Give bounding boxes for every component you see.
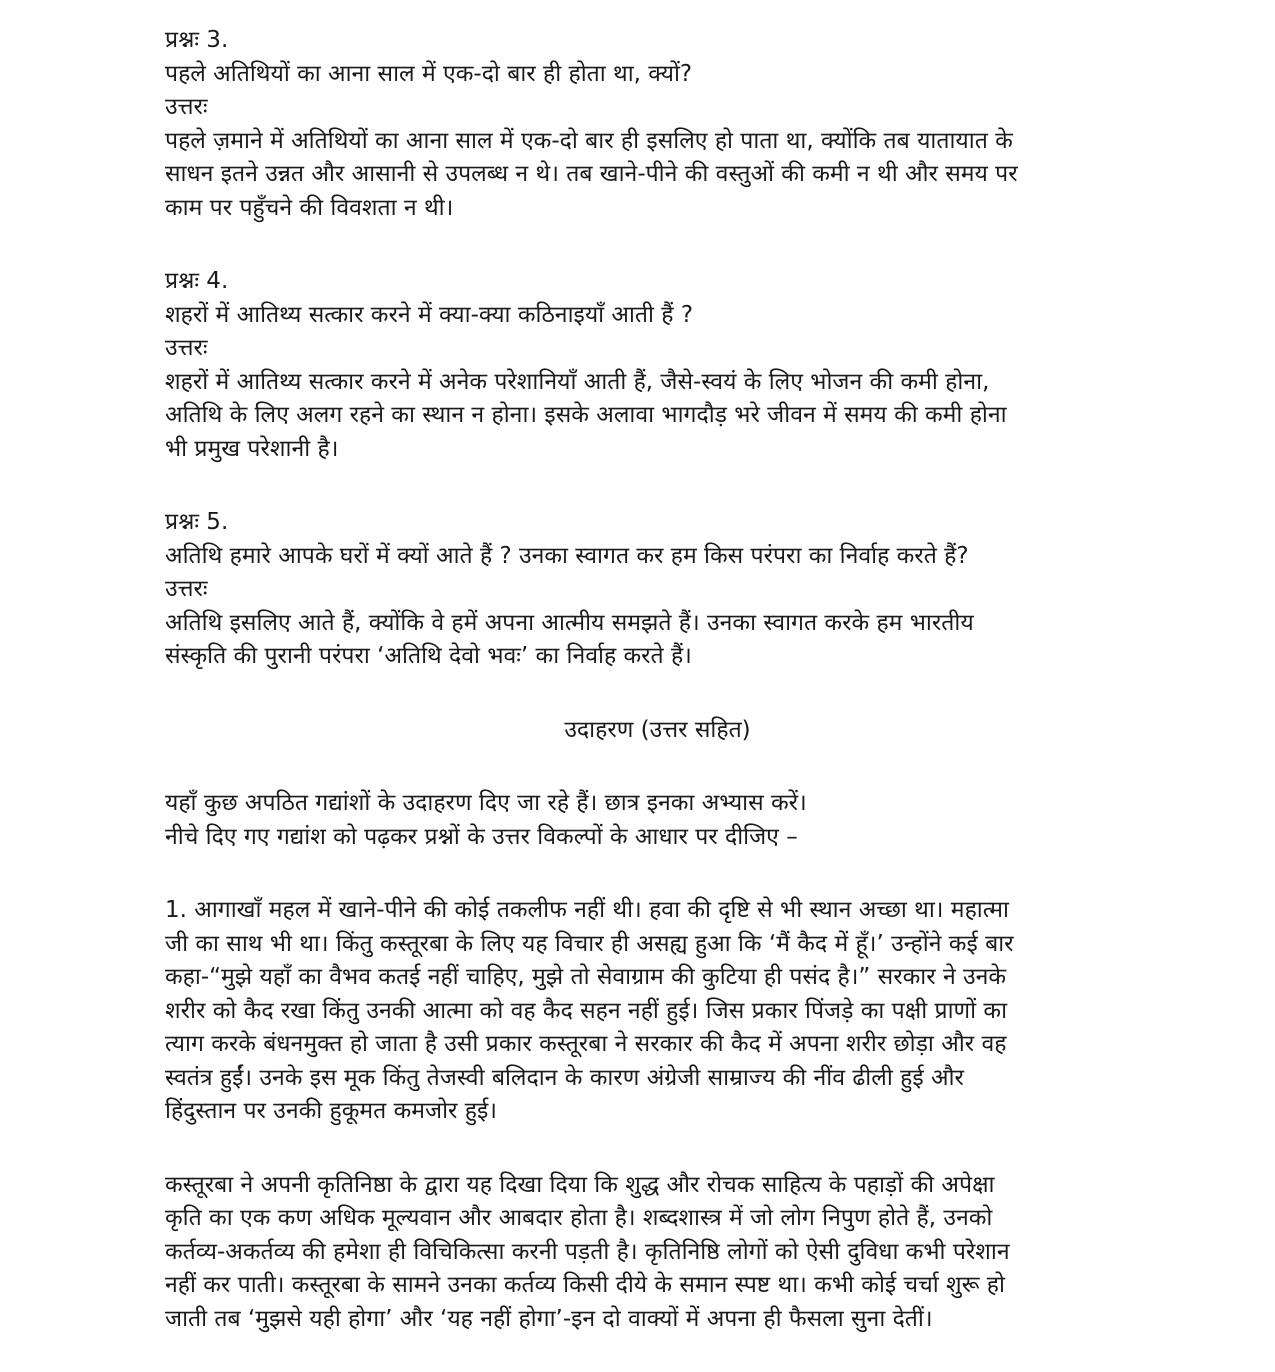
question-number: प्रश्नः 4. xyxy=(165,268,229,294)
answer-label: उत्तरः xyxy=(165,335,208,361)
passage-line: जाती तब ‘मुझसे यही होगा’ और ‘यह नहीं होगा’-इन दो वाक्यों में अपना ही फैसला सुना देतीं। xyxy=(165,1305,933,1332)
passage-line: हिंदुस्तान पर उनकी हुकूमत कमजोर हुई। xyxy=(165,1098,497,1124)
question-number: प्रश्नः 3. xyxy=(165,27,229,53)
passage-line: कृति का एक कण अधिक मूल्यवान और आबदार होता है। शब्दशास्त्र में जो लोग निपुण होते हैं, उनको xyxy=(165,1205,993,1231)
intro-block xyxy=(165,787,1150,854)
answer-line: अतिथि के लिए अलग रहने का स्थान न होना। इसके अलावा भागदौड़ भरे जीवन में समय की कमी होना xyxy=(165,402,1007,428)
document-page xyxy=(165,24,1150,1336)
section-heading: उदाहरण (उत्तर सहित) xyxy=(564,716,751,743)
passage-line: कर्तव्य-अकर्तव्य की हमेशा ही विचिकित्सा करनी पड़ती है। कृतिनिष्ठि लोगों को ऐसी दुविधा कभी परेशान xyxy=(165,1238,1010,1265)
passage-line: स्वतंत्र हुईं। उनके इस मूक किंतु तेजस्वी बलिदान के कारण अंग्रेजी साम्राज्य की नींव ढीली हुई और xyxy=(165,1064,964,1091)
answer-line: पहले ज़माने में अतिथियों का आना साल में एक-दो बार ही इसलिए हो पाता था, क्योंकि तब यातायात के xyxy=(165,127,1013,154)
passage-line: जी का साथ भी था। किंतु कस्तूरबा के लिए यह विचार ही असह्य हुआ कि ‘मैं कैद में हूँ।’ उन्होंने कई बार xyxy=(165,930,1014,957)
answer-line: साधन इतने उन्नत और आसानी से उपलब्ध न थे। तब खाने-पीने की वस्तुओं की कमी न थी और समय पर xyxy=(165,161,1018,187)
question-block-4 xyxy=(165,265,1150,466)
intro-line: यहाँ कुछ अपठित गद्यांशों के उदाहरण दिए जा रहे हैं। छात्र इनका अभ्यास करें। xyxy=(165,790,807,816)
question-text: अतिथि हमारे आपके घरों में क्यों आते हैं ? उनका स्वागत कर हम किस परंपरा का निर्वाह करते हैं? xyxy=(165,542,969,569)
passage-line: शरीर को कैद रखा किंतु उनकी आत्मा को वह कैद सहन नहीं हुई। जिस प्रकार पिंजड़े का पक्षी प्राणों का xyxy=(165,997,1008,1024)
answer-line: अतिथि इसलिए आते हैं, क्योंकि वे हमें अपना आत्मीय समझते हैं। उनका स्वागत करके हम भारतीय xyxy=(165,609,974,636)
answer-line: काम पर पहुँचने की विवशता न थी। xyxy=(165,194,454,221)
answer-line: शहरों में आतिथ्य सत्कार करने में अनेक परेशानियाँ आती हैं, जैसे-स्वयं के लिए भोजन की कमी होना, xyxy=(165,368,990,395)
question-number: प्रश्नः 5. xyxy=(165,509,229,535)
answer-line: संस्कृति की पुरानी परंपरा ‘अतिथि देवो भवः’ का निर्वाह करते हैं। xyxy=(165,643,692,669)
passage-line: नहीं कर पाती। कस्तूरबा के सामने उनका कर्तव्य किसी दीये के समान स्पष्ट था। कभी कोई चर्चा शुरू हो xyxy=(165,1272,1005,1298)
passage-line: 1. आगाखाँ महल में खाने-पीने की कोई तकलीफ नहीं थी। हवा की दृष्टि से भी स्थान अच्छा था। महात्मा xyxy=(165,897,1009,923)
answer-label: उत्तरः xyxy=(165,94,208,120)
question-text: शहरों में आतिथ्य सत्कार करने में क्या-क्या कठिनाइयाँ आती हैं ? xyxy=(165,301,694,328)
question-block-5 xyxy=(165,506,1150,674)
passage-paragraph-2 xyxy=(165,1169,1150,1337)
question-block-3 xyxy=(165,24,1150,225)
passage-paragraph-1 xyxy=(165,894,1150,1129)
passage-line: कस्तूरबा ने अपनी कृतिनिष्ठा के द्वारा यह दिखा दिया कि शुद्ध और रोचक साहित्य के पहाड़ों की अपेक्षा xyxy=(165,1171,995,1198)
passage-line: त्याग करके बंधनमुक्त हो जाता है उसी प्रकार कस्तूरबा ने सरकार की कैद में अपना शरीर छोड़ा और वह xyxy=(165,1031,1007,1057)
answer-line: भी प्रमुख परेशानी है। xyxy=(165,435,339,462)
passage-line: कहा-“मुझे यहाँ का वैभव कतई नहीं चाहिए, मुझे तो सेवाग्राम की कुटिया ही पसंद है।” सरकार ने उनके xyxy=(165,964,1007,990)
question-text: पहले अतिथियों का आना साल में एक-दो बार ही होता था, क्यों? xyxy=(165,60,693,87)
answer-label: उत्तरः xyxy=(165,576,208,602)
intro-line: नीचे दिए गए गद्यांश को पढ़कर प्रश्नों के उत्तर विकल्पों के आधार पर दीजिए – xyxy=(165,823,798,850)
